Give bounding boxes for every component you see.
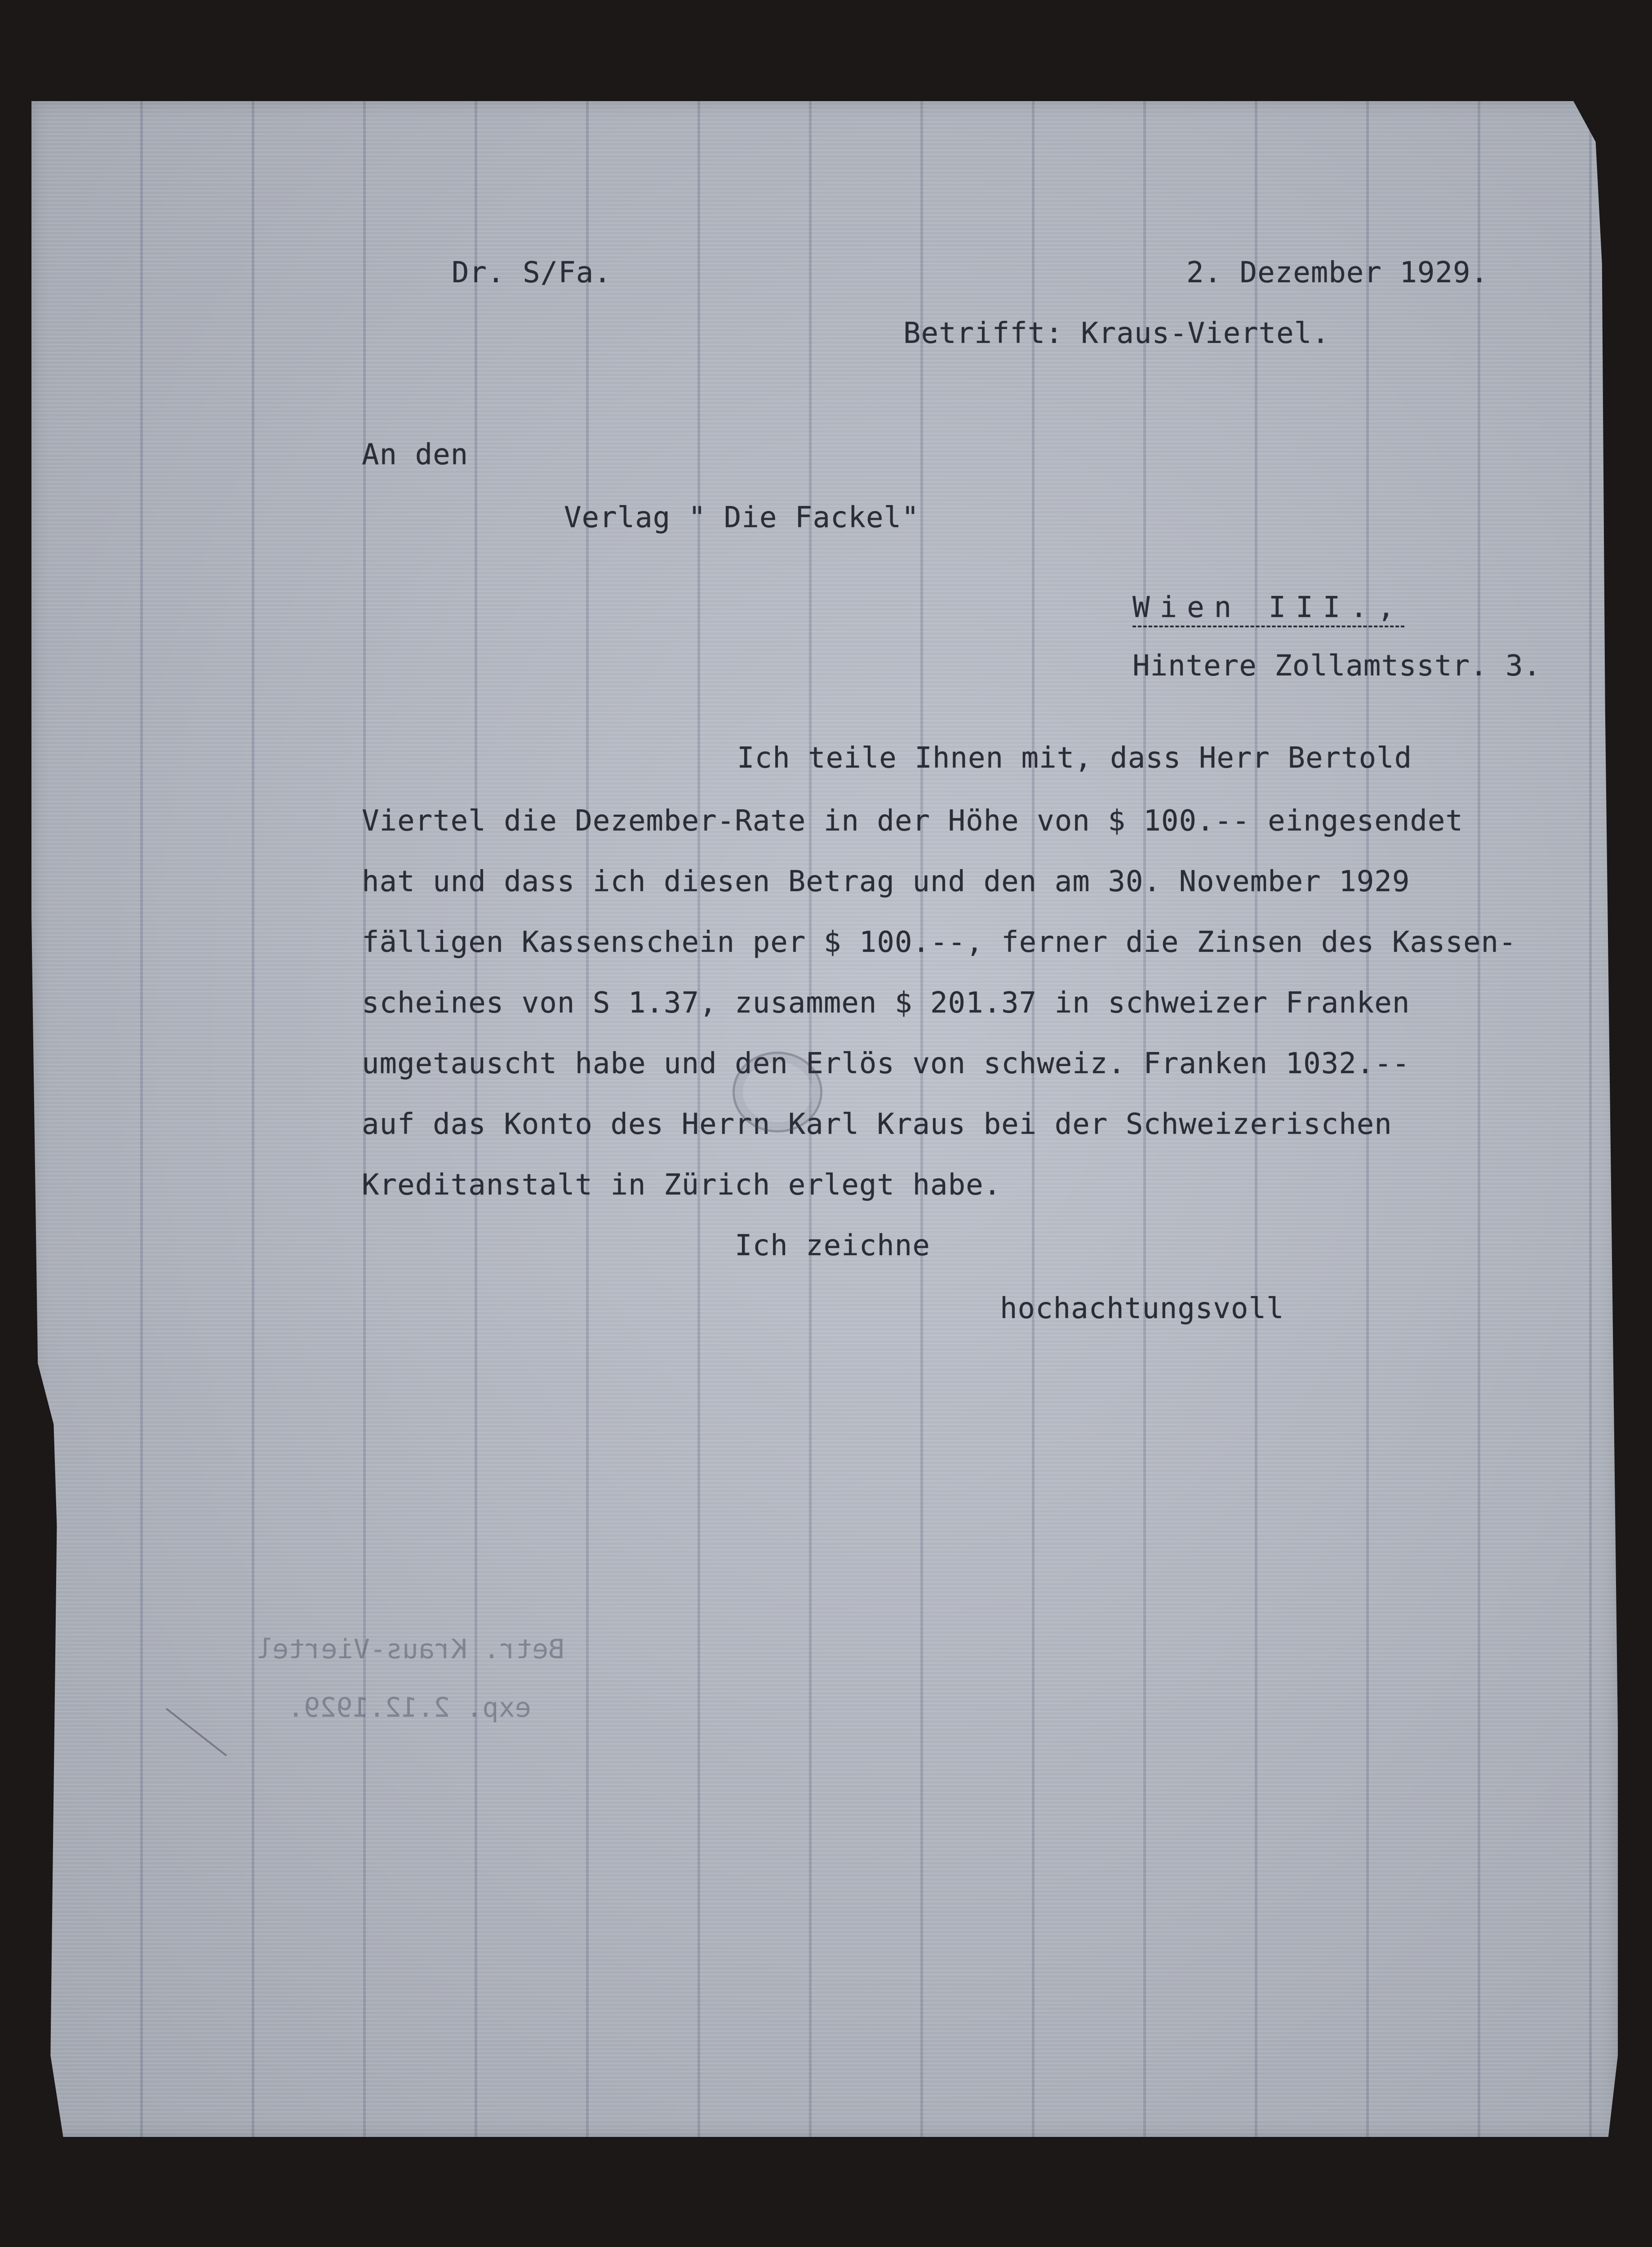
- body-line: auf das Konto des Herrn Karl Kraus bei der Schweizerischen: [362, 1108, 1392, 1141]
- letter-date: 2. Dezember 1929.: [1186, 256, 1489, 289]
- body-line: Ich teile Ihnen mit, dass Herr Bertold: [737, 742, 1412, 775]
- subject-line: Betrifft: Kraus-Viertel.: [903, 317, 1330, 350]
- body-line: hat und dass ich diesen Betrag und den am 30. November 1929: [362, 865, 1410, 898]
- recipient-city: Wien III.,: [1132, 593, 1404, 627]
- faint-stamp-seal: [733, 1052, 822, 1132]
- recipient-name: Verlag " Die Fackel": [564, 501, 919, 534]
- body-line: Kreditanstalt in Zürich erlegt habe.: [362, 1168, 1002, 1202]
- recipient-street: Hintere Zollamtsstr. 3.: [1132, 649, 1541, 683]
- recipient-prefix: An den: [362, 438, 469, 471]
- closing-line: Ich zeichne: [735, 1229, 930, 1262]
- body-line: Viertel die Dezember-Rate in der Höhe von $ 100.-- eingesendet: [362, 804, 1463, 838]
- mirrored-note-line-1: Betr. Kraus-Viertel: [256, 1634, 565, 1665]
- body-line: umgetauscht habe und den Erlös von schweiz. Franken 1032.--: [362, 1047, 1410, 1080]
- mirrored-note-line-2: exp. 2.12.1929.: [288, 1692, 531, 1723]
- body-line: fälligen Kassenschein per $ 100.--, ferner die Zinsen des Kassen-: [362, 926, 1517, 959]
- body-line: scheines von S 1.37, zusammen $ 201.37 in schweizer Franken: [362, 986, 1410, 1020]
- closing: hochachtungsvoll: [1000, 1292, 1284, 1325]
- reference-code: Dr. S/Fa.: [452, 256, 612, 289]
